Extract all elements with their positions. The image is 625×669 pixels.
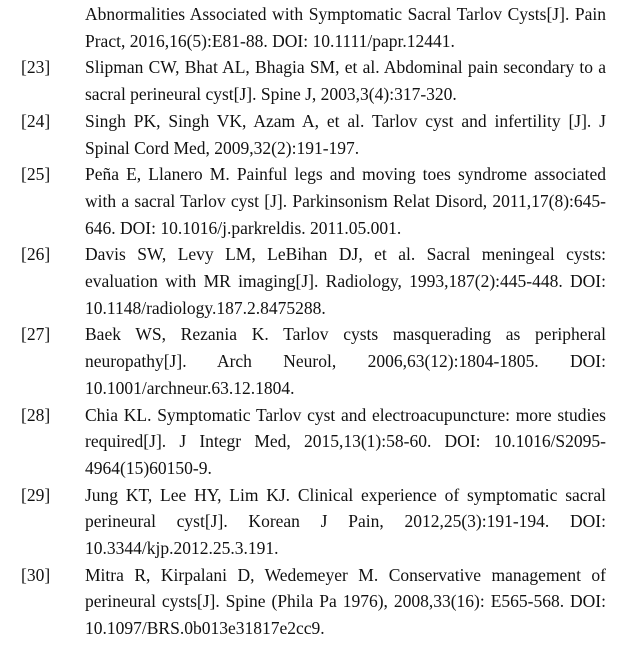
reference-number: [28] xyxy=(21,404,51,425)
reference-number: [25] xyxy=(21,164,51,185)
reference-text: Davis SW, Levy LM, LeBihan DJ, et al. Sacral meningeal cysts: evaluation with MR imaging[J]. Radiology, 1993,187(2):445-448. DOI: 10.1148/radiology.187.2.8475288. xyxy=(85,244,606,318)
reference-entry-29 xyxy=(0,482,625,562)
reference-entry-26 xyxy=(0,241,625,321)
reference-text: Jung KT, Lee HY, Lim KJ. Clinical experience of symptomatic sacral perineural cyst[J]. Korean J Pain, 2012,25(3):191-194. DOI: 10.3344/kjp.2012.25.3.191. xyxy=(85,484,606,559)
reference-entry-30 xyxy=(0,562,625,642)
reference-text: Abnormalities Associated with Symptomatic Sacral Tarlov Cysts[J]. Pain Pract, 2016,16(5):E81-88. DOI: 10.1111/papr.12441. xyxy=(85,4,606,51)
reference-number: [27] xyxy=(21,324,51,345)
reference-text: Mitra R, Kirpalani D, Wedemeyer M. Conservative management of perineural cysts[J]. Spine (Phila Pa 1976), 2008,33(16): E565-568. DOI: 10.1097/BRS.0b013e31817e2cc9. xyxy=(85,564,606,639)
reference-number: [29] xyxy=(21,484,51,505)
reference-number: [30] xyxy=(21,564,51,585)
reference-entry-23 xyxy=(0,54,625,107)
reference-entry-22-continued xyxy=(0,1,625,54)
reference-entry-25 xyxy=(0,161,625,241)
reference-number: [24] xyxy=(21,110,51,131)
reference-entry-24 xyxy=(0,108,625,161)
reference-text: Peña E, Llanero M. Painful legs and moving toes syndrome associated with a sacral Tarlov cyst [J]. Parkinsonism Relat Disord, 2011,17(8):645-646. DOI: 10.1016/j.parkreldis. 2011.05.001. xyxy=(85,164,606,238)
reference-text: Chia KL. Symptomatic Tarlov cyst and electroacupuncture: more studies required[J]. J Integr Med, 2015,13(1):58-60. DOI: 10.1016/S2095-4964(15)60150-9. xyxy=(85,404,606,478)
reference-number: [26] xyxy=(21,244,51,265)
reference-entry-27 xyxy=(0,321,625,401)
reference-number: [23] xyxy=(21,57,51,78)
reference-text: Baek WS, Rezania K. Tarlov cysts masquerading as peripheral neuropathy[J]. Arch Neurol, 2006,63(12):1804-1805. DOI: 10.1001/archneur.63.12.1804. xyxy=(85,324,606,398)
reference-text: Singh PK, Singh VK, Azam A, et al. Tarlov cyst and infertility [J]. J Spinal Cord Med, 2009,32(2):191-197. xyxy=(85,110,606,158)
reference-entry-28 xyxy=(0,402,625,482)
reference-text: Slipman CW, Bhat AL, Bhagia SM, et al. Abdominal pain secondary to a sacral perineural cyst[J]. Spine J, 2003,3(4):317-320. xyxy=(85,57,606,105)
